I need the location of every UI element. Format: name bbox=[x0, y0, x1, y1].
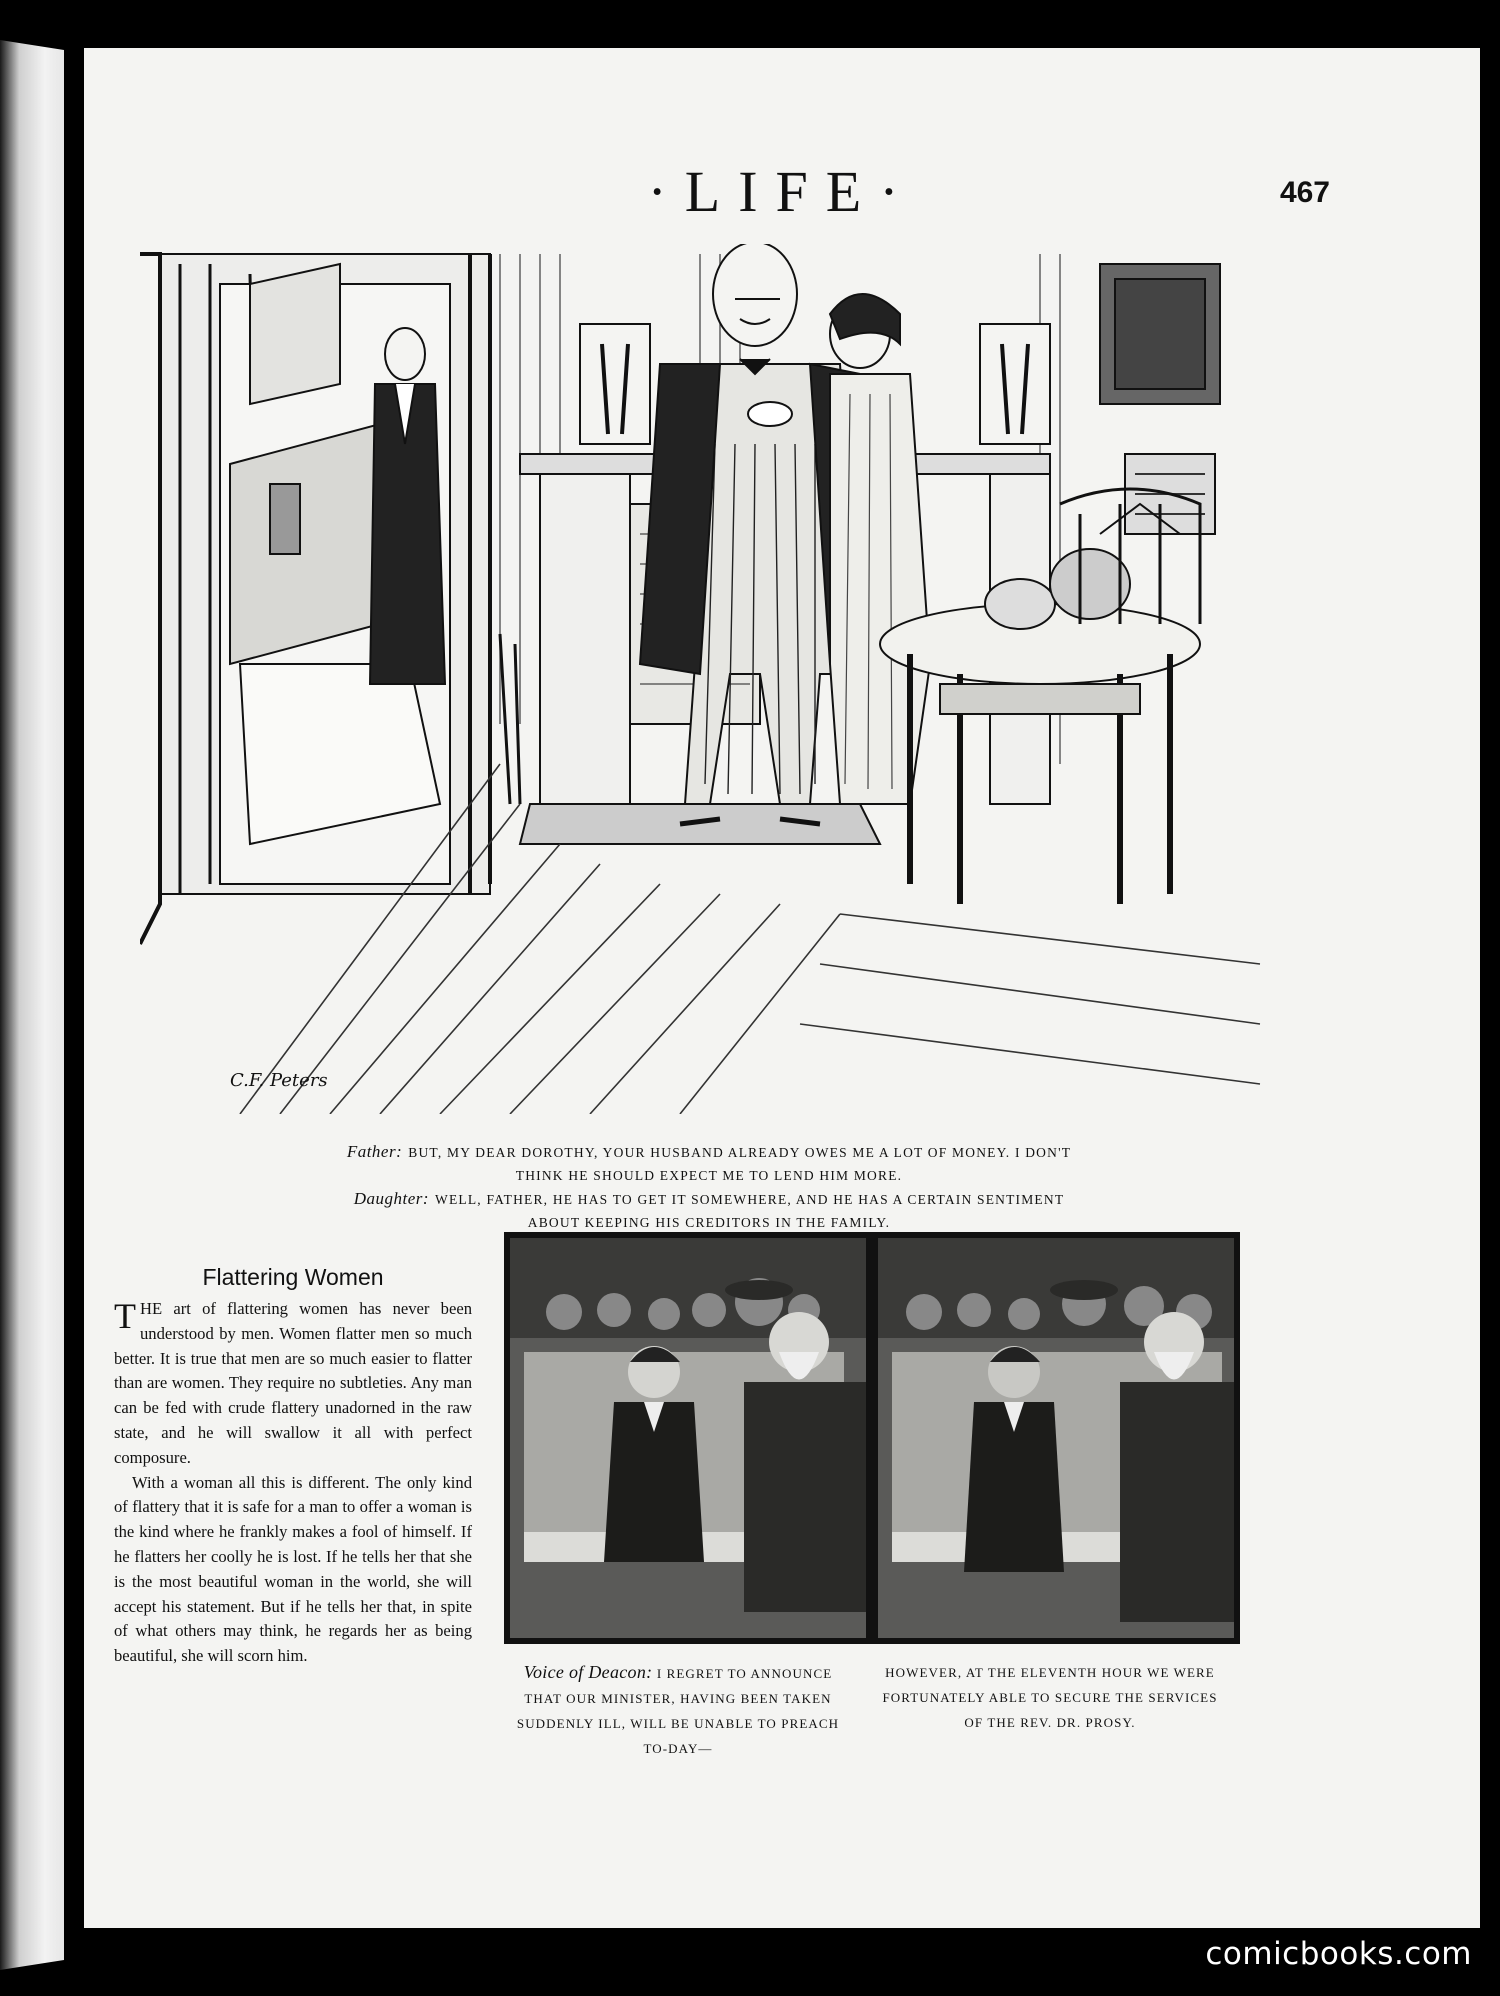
photo-caption-left bbox=[508, 1660, 848, 1761]
magazine-page bbox=[84, 48, 1480, 1928]
photo-panel-left bbox=[510, 1238, 866, 1638]
caption-text: I REGRET TO ANNOUNCE THAT OUR MINISTER, HAVING BEEN TAKEN SUDDENLY ILL, WILL BE UNABLE TO PREACH TO-DAY— bbox=[516, 1666, 840, 1756]
article-paragraph-1 bbox=[114, 1297, 472, 1471]
masthead-title: ·LIFE· bbox=[647, 159, 917, 224]
caption-line-1 bbox=[184, 1140, 1234, 1164]
caption-text: ABOUT KEEPING HIS CREDITORS IN THE FAMILY. bbox=[527, 1215, 891, 1230]
caption-line-3 bbox=[184, 1187, 1234, 1211]
previous-page-edge bbox=[0, 0, 64, 1996]
cartoon-caption bbox=[184, 1140, 1234, 1234]
drop-cap: T bbox=[114, 1296, 136, 1336]
photo-panel-right bbox=[878, 1238, 1234, 1638]
artist-signature: C.F. Peters bbox=[230, 1070, 328, 1091]
caption-line-2 bbox=[184, 1164, 1234, 1187]
cartoon-illustration bbox=[140, 244, 1280, 1114]
caption-line-4 bbox=[184, 1211, 1234, 1234]
paragraph-text: HE art of flattering women has never been understood by men. Women flatter men so much better. It is true that men are so much easier to flatter than are women. They require no subtleties. Any man can be fed with crude flattery unadorned in the raw state, and he will swallow it all with perfect composure. bbox=[114, 1299, 472, 1467]
caption-speaker: Voice of Deacon: bbox=[523, 1662, 653, 1682]
page-number: 467 bbox=[1279, 176, 1330, 209]
caption-speaker: Father: bbox=[346, 1142, 403, 1161]
photo-panels bbox=[504, 1232, 1240, 1644]
article-paragraph-2: With a woman all this is different. The only kind of flattery that it is safe for a man to offer a woman is the kind where he frankly makes a fool of himself. If he flatters her coolly he is lost. If he tells her that she is the most beautiful woman in the world, she will accept his statement. But if he tells her that, in spite of what others may think, he regards her as being beautiful, she will scorn him. bbox=[114, 1472, 472, 1666]
caption-text: WELL, FATHER, HE HAS TO GET IT SOMEWHERE, AND HE HAS A CERTAIN SENTIMENT bbox=[435, 1192, 1065, 1207]
article-flattering-women bbox=[114, 1264, 472, 1669]
watermark: comicbooks.com bbox=[1205, 1936, 1472, 1972]
caption-text: THINK HE SHOULD EXPECT ME TO LEND HIM MORE. bbox=[515, 1168, 903, 1183]
photo-captions bbox=[508, 1660, 1248, 1780]
article-title: Flattering Women bbox=[202, 1264, 384, 1290]
caption-text: BUT, MY DEAR DOROTHY, YOUR HUSBAND ALREADY OWES ME A LOT OF MONEY. I DON'T bbox=[408, 1145, 1072, 1160]
caption-speaker: Daughter: bbox=[353, 1189, 430, 1208]
photo-caption-right: HOWEVER, AT THE ELEVENTH HOUR WE WERE FORTUNATELY ABLE TO SECURE THE SERVICES OF THE REV. DR. PROSY. bbox=[882, 1665, 1218, 1730]
